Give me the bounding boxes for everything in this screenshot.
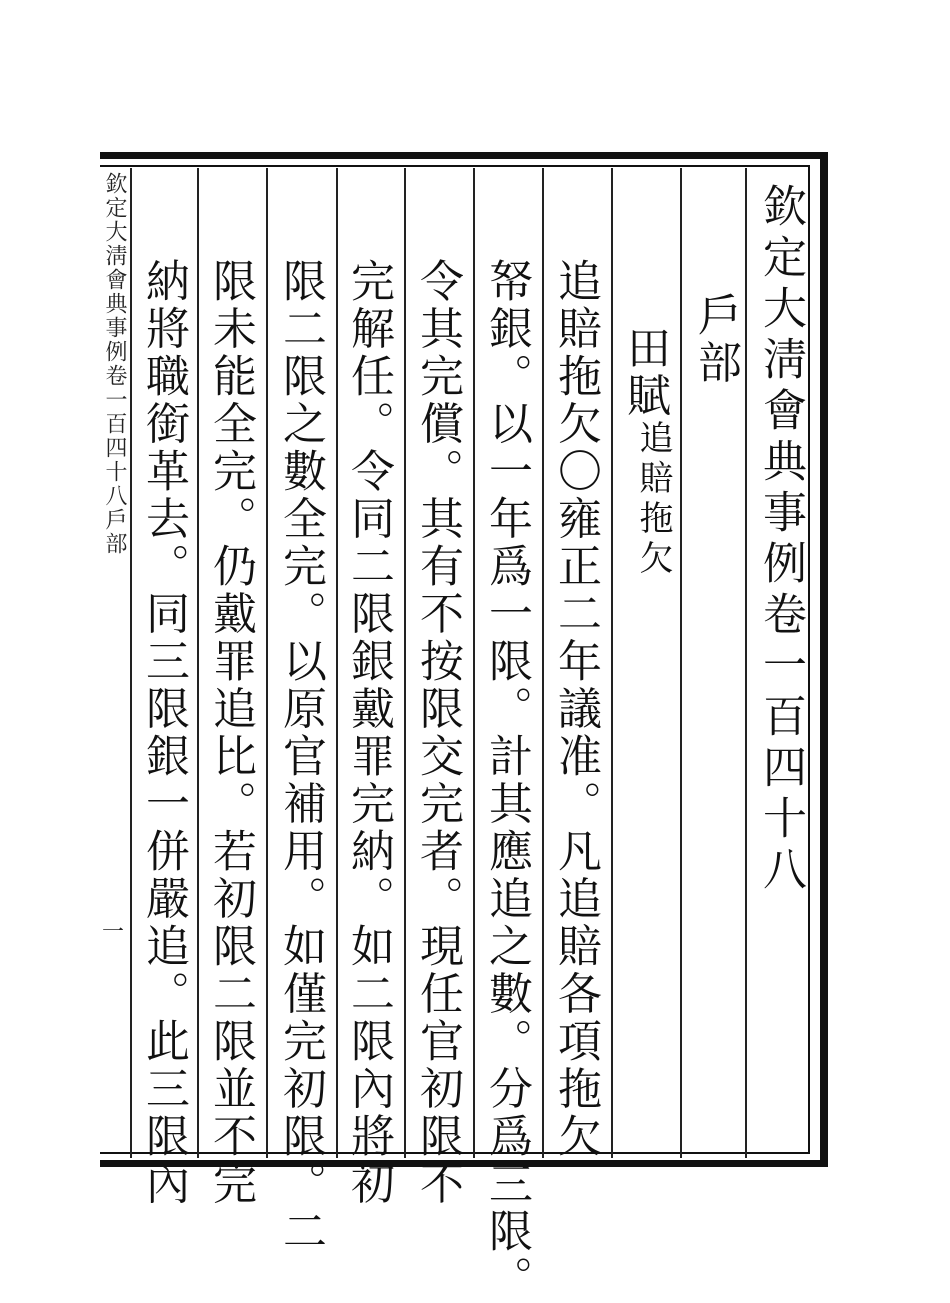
text-column-4: 完解任。令同二限銀戴罪完納。如二限內將初 xyxy=(343,258,394,1208)
folio-number: 一 xyxy=(102,920,125,945)
ministry-heading: 戶部 xyxy=(690,292,741,387)
margin-label: 欽定大淸會典事例卷一百四十八戶部 xyxy=(102,172,127,556)
column-rule xyxy=(404,168,406,1158)
text-column-2: 帑銀。以一年爲一限。計其應追之數。分爲三限。 xyxy=(481,258,532,1303)
column-rule xyxy=(130,168,132,1158)
text-column-7: 納將職銜革去。同三限銀一併嚴追。此三限內 xyxy=(138,258,189,1208)
column-rule xyxy=(336,168,338,1158)
text-column-3: 令其完償。其有不按限交完者。現任官初限不 xyxy=(412,258,463,1208)
column-rule xyxy=(542,168,544,1158)
text-column-6: 限未能全完。仍戴罪追比。若初限二限並不完 xyxy=(205,258,256,1208)
inner-frame-right xyxy=(808,165,810,1154)
column-rule xyxy=(197,168,199,1158)
column-rule xyxy=(473,168,475,1158)
column-rule xyxy=(745,168,747,1158)
column-rule xyxy=(680,168,682,1158)
text-column-1: 追賠拖欠〇雍正二年議准。凡追賠各項拖欠 xyxy=(550,258,601,1161)
column-rule xyxy=(611,168,613,1158)
section-heading: 田賦 xyxy=(619,325,670,420)
text-column-5: 限二限之數全完。以原官補用。如僅完初限。二 xyxy=(275,258,326,1256)
book-title: 欽定大淸會典事例卷一百四十八 xyxy=(755,183,806,897)
subsection-heading: 追賠拖欠 xyxy=(633,420,673,580)
inner-frame-top xyxy=(100,165,810,167)
column-rule xyxy=(266,168,268,1158)
